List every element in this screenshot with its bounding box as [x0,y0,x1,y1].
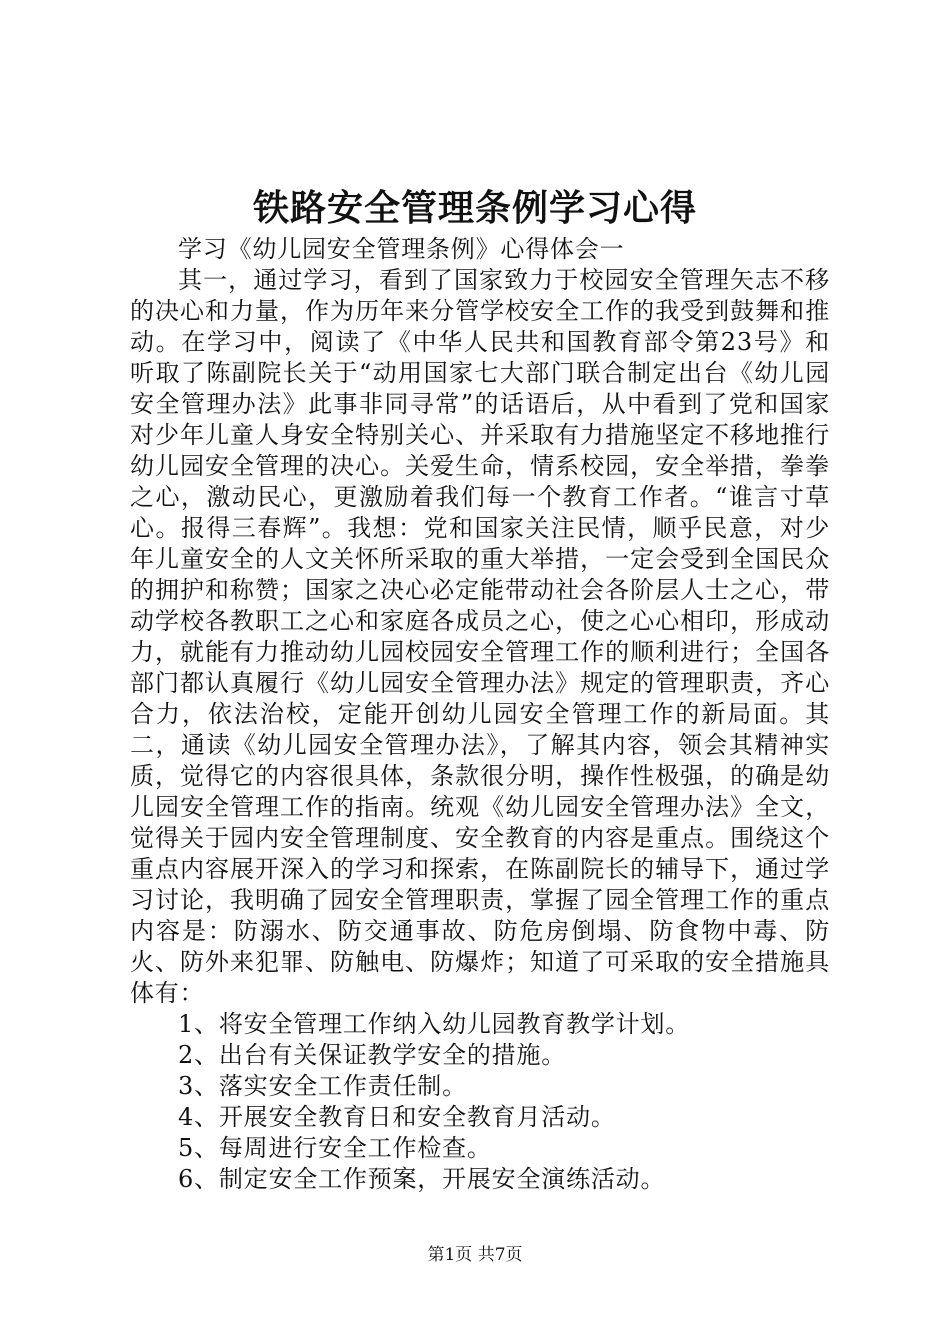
list-item: 1、将安全管理工作纳入幼儿园教育教学计划。 [178,1010,691,1038]
body-paragraph: 其一，通过学习，看到了国家致力于校园安全管理矢志不移的决心和力量，作为历年来分管学校安全工作的我受到鼓舞和推动。在学习中，阅读了《中华人民共和国教育部令第23号》和听取了陈副院长关于“动用国家七大部门联合制定出台《幼儿园安全管理办法》此事非同寻常”的话语后，从中看到了党和国家对少年儿童人身安全特别关心、并采取有力措施坚定不移地推行幼儿园安全管理的决心。关爱生命，情系校园，安全举措，拳拳之心，激动民心，更激励着我们每一个教育工作者。“谁言寸草心。报得三春辉”。我想：党和国家关注民情，顺乎民意，对少年儿童安全的人文关怀所采取的重大举措，一定会受到全国民众的拥护和称赞；国家之决心必定能带动社会各阶层人士之心，带动学校各教职工之心和家庭各成员之心，使之心心相印，形成动力，就能有力推动幼儿园校园安全管理工作的顺利进行；全国各部门都认真履行《幼儿园安全管理办法》规定的管理职责，齐心合力，依法治校，定能开创幼儿园安全管理工作的新局面。其二，通读《幼儿园安全管理办法》，了解其内容，领会其精神实质，觉得它的内容很具体，条款很分明，操作性极强，的确是幼儿园安全管理工作的指南。统观《幼儿园安全管理办法》全文，觉得关于园内安全管理制度、安全教育的内容是重点。围绕这个重点内容展开深入的学习和探索，在陈副院长的辅导下，通过学习讨论，我明确了园安全管理职责，掌握了园全管理工作的重点内容是：防溺水、防交通事故、防危房倒塌、防食物中毒、防火、防外来犯罪、防触电、防爆炸；知道了可采取的安全措施具体有： [130,266,830,1007]
list-item: 2、出台有关保证教学安全的措施。 [178,1041,567,1069]
list-item: 5、每周进行安全工作检查。 [178,1134,492,1162]
page-number-footer: 第1页 共7页 [427,1245,523,1265]
document-body [130,234,830,1195]
document-subtitle: 学习《幼儿园安全管理条例》心得体会一 [178,235,625,263]
document-title: 铁路安全管理条例学习心得 [252,187,697,229]
list-item: 4、开展安全教育日和安全教育月活动。 [178,1103,616,1131]
list-item: 3、落实安全工作责任制。 [178,1072,467,1100]
list-item: 6、制定安全工作预案，开展安全演练活动。 [178,1165,666,1193]
